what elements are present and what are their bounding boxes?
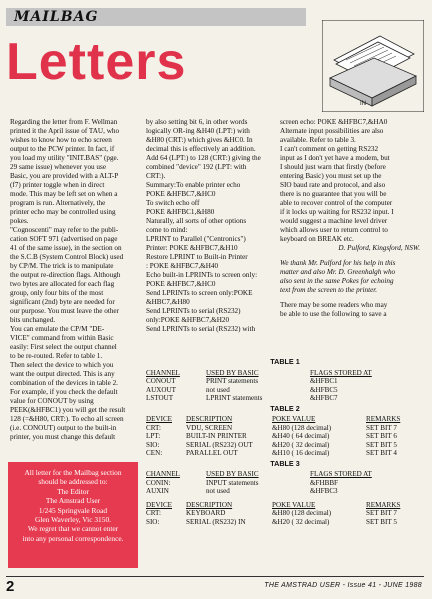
text-line: Naturally, all sorts of other options bbox=[146, 217, 247, 225]
table-header-row bbox=[146, 470, 424, 479]
table-cell: SET BIT 6 bbox=[366, 432, 397, 440]
text-line: be able to use the following to save a bbox=[280, 310, 387, 318]
text-line: LPRINT to Parallel ("Centronics") bbox=[146, 235, 246, 243]
table3-title: TABLE 3 bbox=[270, 458, 300, 468]
footer-text: THE AMSTRAD USER - Issue 41 - JUNE 1988 bbox=[264, 582, 422, 589]
text-line: "Cognoscenti" may refer to the publi- bbox=[10, 226, 119, 234]
text-line: For example, if you check the default bbox=[10, 388, 118, 396]
table-header-row bbox=[146, 415, 424, 424]
text-line: &HBC7,&H80 bbox=[146, 298, 190, 306]
table-row bbox=[146, 449, 424, 458]
text-line: the output re-direction flags. Although bbox=[10, 271, 121, 279]
table-cell: &HFBC7 bbox=[310, 394, 338, 402]
table-row bbox=[146, 394, 424, 403]
text-line: cation SOFT 971 (advertised on page bbox=[10, 235, 118, 243]
table-cell: AUXIN bbox=[146, 487, 169, 495]
text-line: significant (2nd) byte are needed for bbox=[10, 298, 115, 306]
text-line: combination of the devices in table 2. bbox=[10, 379, 118, 387]
table-cell: LPT: bbox=[146, 432, 161, 440]
table-header-cell: DESCRIPTION bbox=[186, 415, 233, 423]
text-line: POKE &HFBC1,&H80 bbox=[146, 208, 215, 216]
text-line: Send LPRINTs to serial (RS232) with bbox=[146, 325, 256, 333]
text-line: there is no guarantee that you will be bbox=[280, 190, 387, 198]
table-cell: PARALLEL OUT bbox=[186, 449, 238, 457]
table2 bbox=[146, 415, 424, 458]
text-line: SIO baud rate and protocol, and also bbox=[280, 181, 386, 189]
table-header-cell: CHANNEL bbox=[146, 470, 180, 478]
table-cell: LPRINT statements bbox=[206, 394, 263, 402]
text-line: value for CONOUT by using bbox=[10, 397, 94, 405]
text-line: You can emulate the CP/M "DE- bbox=[10, 325, 105, 333]
table-header-cell: DEVICE bbox=[146, 415, 173, 423]
table-cell: SIO: bbox=[146, 517, 160, 526]
table1 bbox=[146, 369, 424, 403]
text-line: group, only four bits of the most bbox=[10, 289, 104, 297]
table-cell: &H80 (128 decimal) bbox=[272, 509, 332, 517]
text-line: 41 of the same issue), in the section on bbox=[10, 244, 122, 252]
table-cell: BUILT-IN PRINTER bbox=[186, 432, 247, 440]
section-label: MAILBAG bbox=[14, 9, 99, 25]
editor-reply-line: matter and also Mr. D. Greenhalgh who bbox=[280, 268, 396, 276]
table-cell: &FHBBF bbox=[310, 478, 338, 487]
table-cell: CONOUT bbox=[146, 377, 176, 385]
table3 bbox=[146, 470, 424, 496]
table-row bbox=[146, 487, 424, 496]
text-line: I should just warn that firstly (before bbox=[280, 163, 386, 171]
text-line: bits unchanged. bbox=[10, 316, 56, 324]
table-row bbox=[146, 441, 424, 450]
table-header-row bbox=[146, 501, 424, 510]
text-line: PEEK(&HFBC1) you will get the result bbox=[10, 406, 126, 414]
section-header-band bbox=[6, 8, 306, 26]
text-line: Send LPRINTs to serial (RS232) bbox=[146, 307, 241, 315]
table-cell: &HFBC1 bbox=[310, 377, 338, 385]
table-cell: SET BIT 4 bbox=[366, 449, 397, 457]
text-line: mode. This may be left set on when a bbox=[10, 190, 118, 198]
table-row bbox=[146, 424, 424, 433]
text-line: Echo built-in LPRINTs to screen only: bbox=[146, 271, 258, 279]
text-line: Send LPRINTs to screen only:POKE bbox=[146, 289, 253, 297]
page-title: Letters bbox=[6, 33, 187, 91]
table-header-cell: FLAGS STORED AT bbox=[310, 368, 372, 377]
text-line: easily: First select the output channel bbox=[10, 343, 117, 351]
table-cell: CONIN: bbox=[146, 478, 171, 487]
editor-reply-line: text from the screen to the printer. bbox=[280, 286, 378, 294]
table-cell: KEYBOARD bbox=[186, 509, 226, 517]
text-line: decimal this is effectively an addition. bbox=[146, 145, 256, 153]
footer-rule bbox=[6, 576, 424, 577]
text-line: would suggest a machine level driver bbox=[280, 217, 388, 225]
text-line: wishes to know how to echo screen bbox=[10, 136, 112, 144]
table-cell: SERIAL (RS232) OUT bbox=[186, 440, 253, 449]
text-line: keyboard on BREAK etc. bbox=[280, 235, 354, 243]
text-line: Add 64 (LPT:) to 128 (CRT:) giving the bbox=[146, 154, 261, 162]
table-header-cell: CHANNEL bbox=[146, 368, 180, 377]
page-number: 2 bbox=[6, 578, 15, 595]
text-line: (f7) printer toggle when in direct bbox=[10, 181, 105, 189]
table-cell: SIO: bbox=[146, 440, 160, 449]
text-line: screen echo: POKE &HFBC7,&HA0 bbox=[280, 118, 388, 126]
table-cell: not used bbox=[206, 385, 230, 394]
text-line: available. Refer to table 3. bbox=[280, 136, 356, 144]
text-line: want the output directed. This is any bbox=[10, 370, 115, 378]
text-line: entering Basic) you must set up the bbox=[280, 172, 382, 180]
text-line: to be re-routed. Refer to table 1. bbox=[10, 352, 103, 360]
table-cell: CRT: bbox=[146, 509, 161, 517]
table-cell: CRT: bbox=[146, 423, 161, 432]
text-line: by also setting bit 6, in other words bbox=[146, 118, 248, 126]
table-header-cell: POKE VALUE bbox=[272, 415, 316, 423]
table-cell: &H80 (128 decimal) bbox=[272, 423, 332, 432]
text-line: Restore LPRINT to Built-in Printer bbox=[146, 253, 248, 261]
tray-label: IN bbox=[360, 101, 366, 107]
text-line: Summary:To enable printer echo bbox=[146, 181, 241, 189]
text-line: printer, you must change this default bbox=[10, 433, 116, 441]
table-header-row bbox=[146, 369, 424, 378]
text-line: pokes. bbox=[10, 217, 29, 225]
table-cell: SET BIT 5 bbox=[366, 440, 397, 449]
table-row bbox=[146, 518, 424, 527]
text-line: program is run. Alternatively, the bbox=[10, 199, 106, 207]
table-row bbox=[146, 479, 424, 488]
table-cell: SET BIT 7 bbox=[366, 423, 397, 432]
table-cell: PRINT statements bbox=[206, 377, 259, 385]
text-line: Regarding the letter from F. Wellman bbox=[10, 118, 118, 126]
text-line: only:POKE &HFBC7,&H20 bbox=[146, 316, 230, 324]
text-line: the S.C.B (System Control Block) used bbox=[10, 253, 124, 261]
text-line: by CP/M. The trick is to manipulate bbox=[10, 262, 114, 270]
table-cell: INPUT statements bbox=[206, 478, 259, 487]
table-header-cell: DEVICE bbox=[146, 500, 173, 509]
table-cell: SERIAL (RS232) IN bbox=[186, 517, 246, 526]
text-line: &H80 (CRT:) which gives &HC0. In bbox=[146, 136, 253, 144]
text-line: come to mind: bbox=[146, 226, 188, 234]
text-line: you load my utility "INIT.BAS" (pge. bbox=[10, 154, 119, 162]
letter-column-3 bbox=[280, 118, 420, 319]
text-line: printed it the April issue of TAU, who bbox=[10, 127, 120, 135]
text-line: Printer: POKE &HFBC7,&H10 bbox=[146, 244, 238, 252]
text-line: I can't comment on getting RS232 bbox=[280, 145, 379, 153]
text-line: To switch echo off bbox=[146, 199, 200, 207]
letter-signature: D. Pulford, Kingsford, NSW. bbox=[338, 244, 420, 252]
table-cell: LSTOUT bbox=[146, 394, 174, 402]
tables-block bbox=[146, 356, 424, 526]
table-cell: &H20 ( 32 decimal) bbox=[272, 440, 330, 449]
table-cell: AUXOUT bbox=[146, 385, 176, 394]
table-cell: &HFBC3 bbox=[310, 487, 338, 495]
text-line: There may be some readers who may bbox=[280, 301, 388, 309]
text-line: printer echo may be controlled using bbox=[10, 208, 116, 216]
table-row bbox=[146, 432, 424, 441]
mailbag-address-box bbox=[8, 462, 138, 568]
text-line: our purpose. You must leave the other bbox=[10, 307, 119, 315]
table1-title: TABLE 1 bbox=[270, 357, 300, 366]
text-line: Then select the device to which you bbox=[10, 361, 114, 369]
table-row bbox=[146, 509, 424, 518]
table-cell: not used bbox=[206, 487, 230, 495]
text-line: VICE" command from within Basic bbox=[10, 334, 114, 342]
table-cell: SET BIT 7 bbox=[366, 509, 397, 517]
address-line: The Amstrad User bbox=[45, 496, 101, 506]
editor-reply-line: We thank Mr. Pulford for his help in this bbox=[280, 259, 396, 267]
table-cell: &H20 ( 32 decimal) bbox=[272, 517, 330, 526]
table-header-cell: REMARKS bbox=[366, 500, 401, 509]
address-line: into any personal correspondence. bbox=[22, 533, 124, 543]
table-header-cell: USED BY BASIC bbox=[206, 368, 259, 377]
table-cell: &H10 ( 16 decimal) bbox=[272, 449, 330, 457]
table-row bbox=[146, 377, 424, 386]
text-line: input as I don't yet have a modem, but bbox=[280, 154, 390, 162]
text-line: which allows user to return control to bbox=[280, 226, 388, 234]
text-line: : POKE &HFBC7,&H40 bbox=[146, 262, 219, 270]
text-line: combined "device" 192 (LPT: with bbox=[146, 163, 247, 171]
address-line: We regret that we cannot enter bbox=[27, 524, 119, 534]
text-line: (i.e. CONOUT) output to the built-in bbox=[10, 424, 117, 432]
table-cell: SET BIT 5 bbox=[366, 517, 397, 526]
table-header-cell: DESCRIPTION bbox=[186, 500, 233, 509]
address-line: Glen Waverley, Vic 3150. bbox=[35, 515, 111, 525]
text-line: able to recover control of the computer bbox=[280, 199, 393, 207]
letter-column-2 bbox=[146, 118, 274, 334]
text-line: 29 same issue) whenever you use bbox=[10, 163, 107, 171]
table-cell: CEN: bbox=[146, 449, 163, 457]
address-line: 1/245 Springvale Road bbox=[38, 505, 108, 515]
table-header-cell: USED BY BASIC bbox=[206, 470, 259, 478]
table-cell: &H40 ( 64 decimal) bbox=[272, 432, 330, 440]
table2-title: TABLE 2 bbox=[270, 403, 300, 413]
address-line: The Editor bbox=[57, 486, 89, 496]
table-header-cell: REMARKS bbox=[366, 415, 401, 423]
table-row bbox=[146, 386, 424, 395]
text-line: if it locks up waiting for RS232 input. I bbox=[280, 208, 394, 216]
address-line: All letter for the Mailbag section bbox=[24, 468, 122, 477]
address-line: should be addressed to: bbox=[38, 477, 108, 487]
text-line: CRT:). bbox=[146, 172, 166, 180]
table-header-cell: FLAGS STORED AT bbox=[310, 470, 372, 478]
table4 bbox=[146, 501, 424, 527]
letter-column-1 bbox=[10, 118, 138, 442]
editor-reply-line: also sent in the same Pokes for echoing bbox=[280, 277, 394, 285]
text-line: POKE &HFBC7,&HC0 bbox=[146, 280, 216, 288]
text-line: two bytes are allocated for each flag bbox=[10, 280, 115, 288]
table-cell: &HFBC5 bbox=[310, 385, 338, 394]
table-header-cell: POKE VALUE bbox=[272, 500, 316, 509]
text-line: 128 (=&H80, CRT:). To echo all screen bbox=[10, 415, 124, 423]
table-cell: VDU, SCREEN bbox=[186, 423, 233, 432]
text-line: logically OR-ing &H40 (LPT:) with bbox=[146, 127, 250, 135]
text-line: Basic, you are provided with a ALT-P bbox=[10, 172, 119, 180]
in-tray-illustration bbox=[322, 20, 424, 112]
text-line: Alternate input possibilities are also bbox=[280, 127, 384, 135]
text-line: POKE &HFBC7,&HC0 bbox=[146, 190, 216, 198]
text-line: output to the PCW printer. In fact, if bbox=[10, 145, 115, 153]
